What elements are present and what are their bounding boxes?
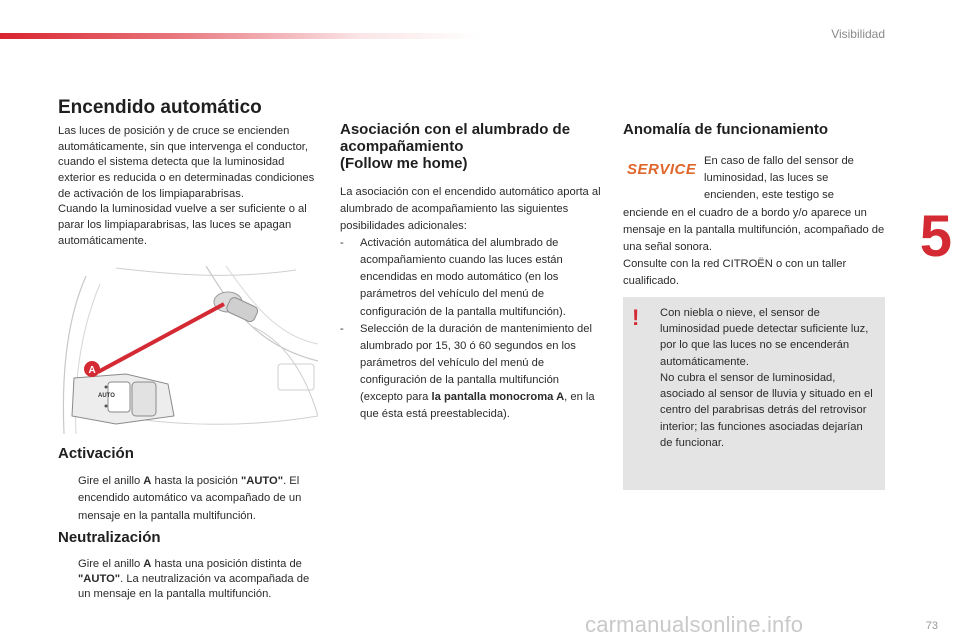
asociacion-title-line1: Asociación con el alumbrado de [340, 121, 571, 138]
dash-marker: - [340, 322, 344, 335]
chapter-number: 5 [919, 204, 952, 269]
neutralizacion-step [58, 557, 320, 602]
bullet-icon [58, 557, 78, 602]
auto-label: "AUTO" [78, 572, 121, 585]
ring-letter: A [143, 557, 152, 570]
auto-label: "AUTO" [240, 474, 284, 487]
bullet-icon [58, 473, 78, 525]
list-item-text: Activación automática del alumbrado de acompañamiento cuando las luces están encendidas en modo automático (en los parámetros del vehículo del menú de configuración de la pantalla multifunción). [360, 237, 566, 318]
neutralizacion-section [58, 530, 320, 602]
asociacion-title-line2: acompañamiento [340, 137, 464, 155]
service-indicator-row [623, 153, 885, 205]
page-number: 73 [925, 620, 938, 632]
anomalia-title: Anomalía de funcionamiento [623, 121, 829, 138]
anomalia-section [623, 122, 885, 290]
warning-text [660, 305, 875, 451]
list-item-text: Selección de la duración de mantenimiento del alumbrado por 15, 30 ó 60 segundos en los parámetros del vehículo del menú de configuración de la pantalla multifunción (excepto para [360, 322, 592, 403]
asociacion-section [340, 122, 605, 423]
neutralizacion-text: Gire el anillo [78, 557, 144, 570]
list-item-text-end: , en la que ésta está preestablecida). [360, 390, 595, 420]
list-item [340, 321, 605, 423]
neutralizacion-title: Neutralización [58, 529, 161, 546]
header-accent-bar [0, 33, 480, 39]
activacion-text-2: hasta la posición [151, 474, 241, 487]
activacion-step [58, 473, 320, 525]
dash-marker: - [340, 237, 344, 250]
asociacion-title [340, 122, 605, 172]
asociacion-list [340, 235, 605, 422]
lighting-stalk-drawing [56, 266, 318, 436]
list-item [340, 235, 605, 320]
warning-text-2: No cubra el sensor de luminosidad, asociado al sensor de lluvia y situado en el centro del parabrisas detrás del retrovisor interior; las funciones asociadas dejarían de funcionar. [660, 371, 873, 449]
service-text: En caso de fallo del sensor de luminosidad, las luces se encienden, este testigo se [704, 154, 854, 201]
list-item-emphasis: la pantalla monocroma A [431, 390, 565, 403]
watermark: carmanualsonline.info [585, 612, 804, 637]
warning-box [623, 297, 885, 490]
stalk-illustration [56, 266, 318, 436]
warning-text-1: Con niebla o nieve, el sensor de luminosidad puede detectar suficiente luz, por lo que las luces no se encenderán automáticamente. [660, 307, 869, 368]
intro-paragraph: Las luces de posición y de cruce se encienden automáticamente, sin que intervenga el conductor, cuando el sistema detecta que la luminosidad exterior es reducida o en determinadas condiciones de activación de los limpiaparabrisas. [58, 125, 315, 200]
asociacion-title-line3: (Follow me home) [340, 154, 468, 172]
activacion-section [58, 446, 320, 525]
activacion-text-3: . El encendido automático va acompañado de un mensaje en la pantalla multifunción. [78, 474, 302, 522]
auto-ring-label: AUTO [98, 393, 115, 399]
anomalia-text: enciende en el cuadro de a bordo y/o aparece un mensaje en la pantalla multifunción, acompañado de una señal sonora. [623, 206, 885, 253]
page-title: Encendido automático [58, 97, 262, 118]
activacion-text: Gire el anillo [78, 474, 144, 487]
anomalia-text-2: Consulte con la red CITROËN o con un taller cualificado. [623, 257, 847, 287]
callout-a-label: A [88, 365, 96, 376]
service-warning-icon: SERVICE [627, 160, 697, 178]
exclamation-icon: ! [632, 305, 640, 330]
ring-letter: A [143, 474, 152, 487]
intro-paragraph-2: Cuando la luminosidad vuelve a ser suficiente o al parar los limpiaparabrisas, las luces se apagan automáticamente. [58, 203, 307, 247]
section-label: Visibilidad [831, 27, 885, 41]
intro-section [58, 124, 320, 249]
neutralizacion-text-2: hasta una posición distinta de [151, 557, 302, 570]
asociacion-intro: La asociación con el encendido automático aporta al alumbrado de acompañamiento las siguientes posibilidades adicionales: [340, 186, 601, 233]
activacion-title: Activación [58, 445, 134, 462]
neutralizacion-text-3: . La neutralización va acompañada de un mensaje en la pantalla multifunción. [78, 572, 310, 601]
